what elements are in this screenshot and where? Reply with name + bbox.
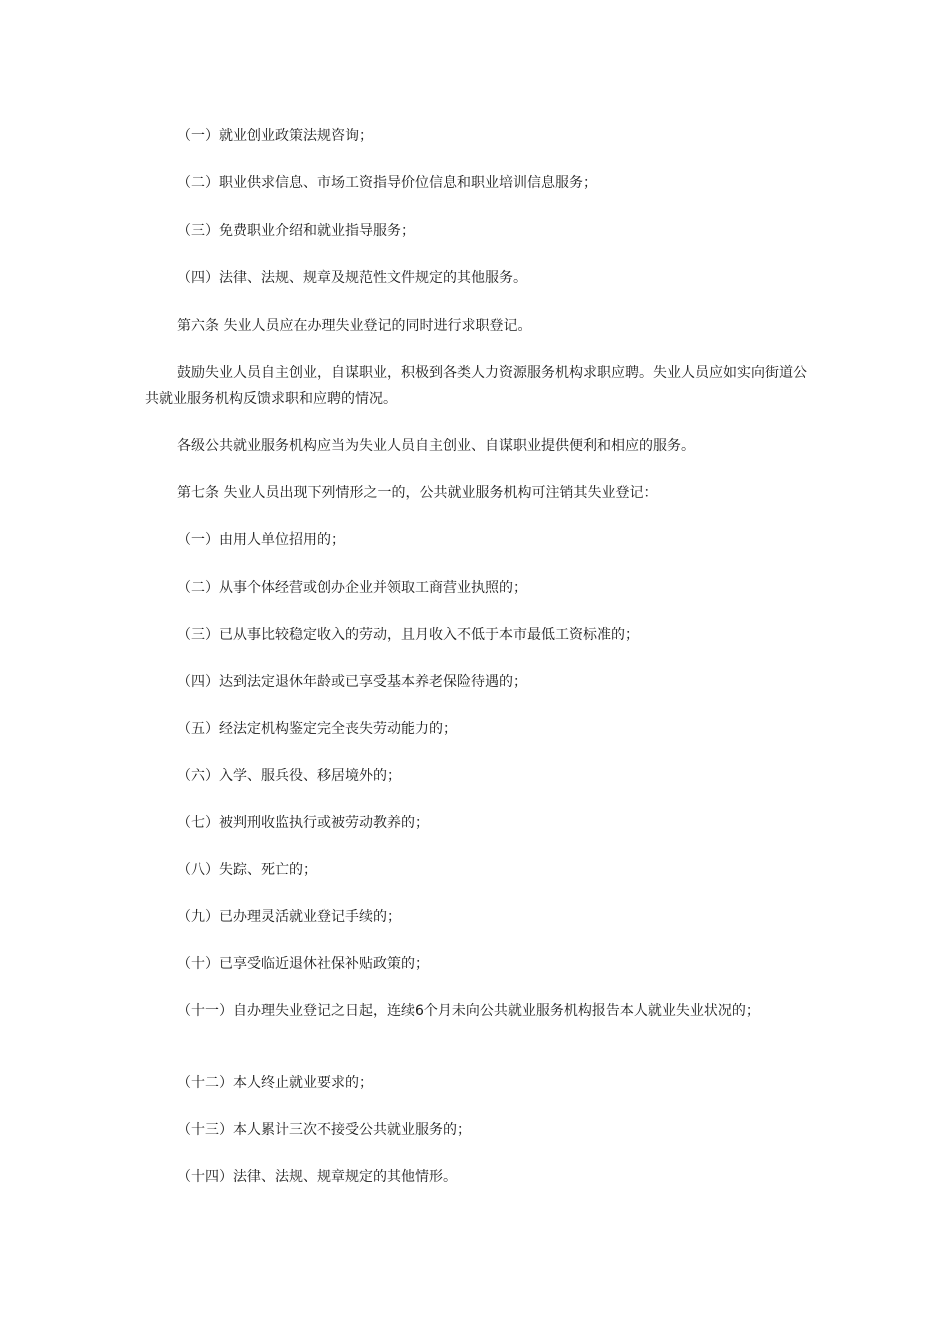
list-item: （九）已办理灵活就业登记手续的； <box>177 909 401 925</box>
list-item: （二）从事个体经营或创办企业并领取工商营业执照的； <box>177 580 527 596</box>
list-item: （十）已享受临近退休社保补贴政策的； <box>177 956 429 972</box>
paragraph: （一）就业创业政策法规咨询； <box>177 128 373 144</box>
list-item: （一）由用人单位招用的； <box>177 532 345 548</box>
paragraph: （四）法律、法规、规章及规范性文件规定的其他服务。 <box>177 270 527 286</box>
paragraph: 各级公共就业服务机构应当为失业人员自主创业、自谋职业提供便利和相应的服务。 <box>177 438 695 454</box>
list-item: （八）失踪、死亡的； <box>177 862 317 878</box>
paragraph: （二）职业供求信息、市场工资指导价位信息和职业培训信息服务； <box>177 175 597 191</box>
list-item: （三）已从事比较稳定收入的劳动，且月收入不低于本市最低工资标准的； <box>177 627 639 643</box>
list-item: （十四）法律、法规、规章规定的其他情形。 <box>177 1169 457 1185</box>
paragraph: （三）免费职业介绍和就业指导服务； <box>177 223 415 239</box>
list-item: （十一）自办理失业登记之日起，连续6个月未向公共就业服务机构报告本人就业失业状况的； <box>177 1003 760 1019</box>
article-heading-6: 第六条 失业人员应在办理失业登记的同时进行求职登记。 <box>177 318 532 334</box>
list-item: （六）入学、服兵役、移居境外的； <box>177 768 401 784</box>
list-item: （十二）本人终止就业要求的； <box>177 1075 373 1091</box>
list-item: （四）达到法定退休年龄或已享受基本养老保险待遇的； <box>177 674 527 690</box>
list-item: （五）经法定机构鉴定完全丧失劳动能力的； <box>177 721 457 737</box>
article-heading-7: 第七条 失业人员出现下列情形之一的，公共就业服务机构可注销其失业登记： <box>177 485 658 501</box>
list-item: （七）被判刑收监执行或被劳动教养的； <box>177 815 429 831</box>
paragraph: 鼓励失业人员自主创业，自谋职业，积极到各类人力资源服务机构求职应聘。失业人员应如实向街道公共就业服务机构反馈求职和应聘的情况。 <box>145 365 807 407</box>
list-item: （十三）本人累计三次不接受公共就业服务的； <box>177 1122 471 1138</box>
